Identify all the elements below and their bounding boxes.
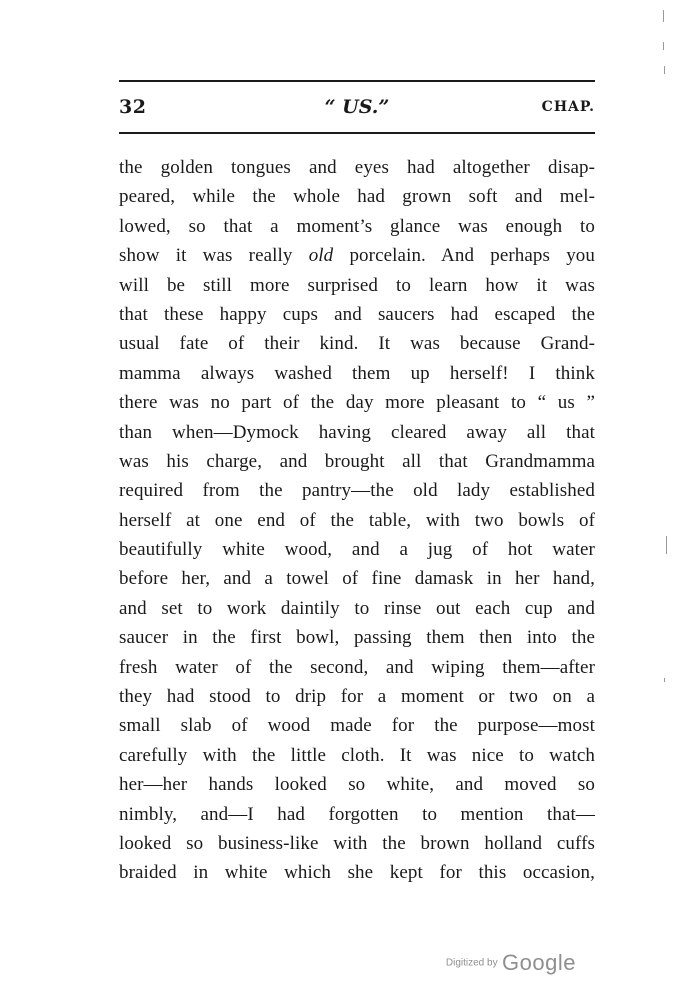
text-line: the golden tongues and eyes had altogether disap- [119,157,595,178]
watermark-prefix: Digitized by [445,957,498,969]
text-line: herself at one end of the table, with two bowls of [119,509,595,531]
page-number: 32 [119,96,147,118]
text-line: that these happy cups and saucers had escaped the [119,303,595,325]
scan-edge-mark [664,66,665,74]
text-line: her—her hands looked so white, and moved so [119,774,595,796]
text-line: was his charge, and brought all that Grandmamma [119,450,595,472]
scan-edge-mark [664,678,665,682]
scan-edge-mark [663,42,664,50]
scan-edge-mark [663,10,664,22]
text-line: there was no part of the day more pleasant to “ us ” [119,392,595,414]
text-line: usual fate of their kind. It was because Grand- [119,333,595,355]
running-title: “ US.” [324,96,390,118]
text-line: and set to work daintily to rinse out each cup and [119,597,595,619]
text-line: looked so business-like with the brown holland cuffs [119,832,595,854]
text-line [119,241,595,270]
text-line: saucer in the first bowl, passing them then into the [119,627,595,649]
italic-word: old [308,245,334,267]
header-rule-top [119,80,595,82]
text-segment: porcelain. And perhaps you [333,245,595,267]
text-line: mamma always washed them up herself! I think [119,362,595,384]
text-line: peared, while the whole had grown soft and mel- [119,186,595,208]
text-line: before her, and a towel of fine damask in her hand, [119,568,595,590]
header-rule-bottom [119,132,595,134]
text-line: they had stood to drip for a moment or two on a [119,686,595,708]
text-line: carefully with the little cloth. It was nice to watch [119,744,595,766]
text-line: will be still more surprised to learn how it was [119,274,595,296]
scan-edge-mark [666,536,667,554]
text-line: lowed, so that a moment’s glance was enough to [119,215,595,237]
text-line: beautifully white wood, and a jug of hot water [119,539,595,561]
text-line: required from the pantry—the old lady established [119,480,595,502]
text-segment: show it was really [119,245,309,267]
digitized-watermark [446,950,576,976]
chapter-abbreviation: CHAP. [541,99,595,115]
text-line: braided in white which she kept for this occasion, [119,862,595,884]
text-line: small slab of wood made for the purpose—most [119,715,595,737]
text-line: fresh water of the second, and wiping them—after [119,656,595,678]
running-head [119,96,595,122]
text-line: than when—Dymock having cleared away all that [119,421,595,443]
body-text [119,153,595,888]
text-line: nimbly, and—I had forgotten to mention that— [119,803,595,825]
google-logo: Google [502,950,576,975]
